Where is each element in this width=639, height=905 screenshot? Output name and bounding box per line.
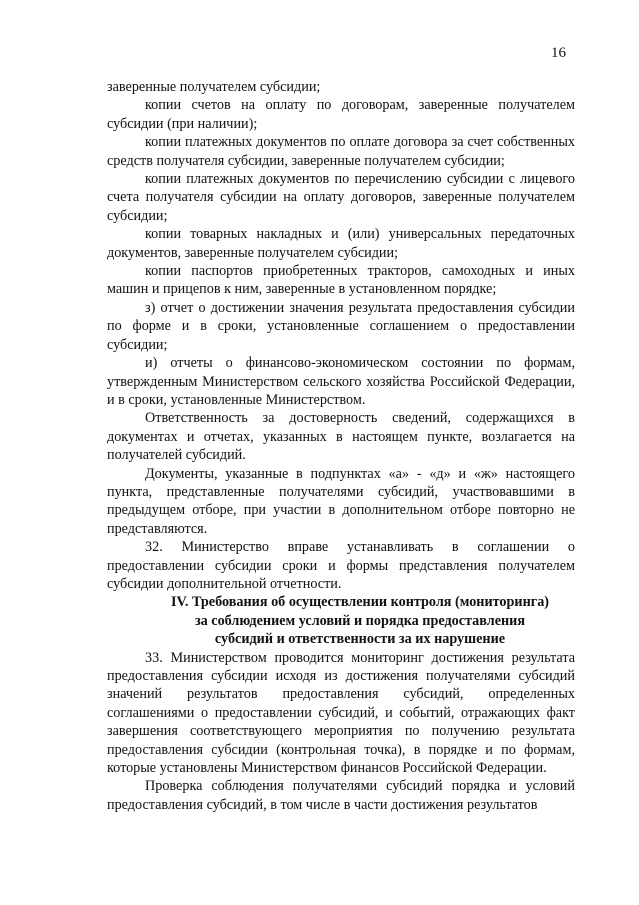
paragraph: копии товарных накладных и (или) универсальных передаточных документов, заверенные получателем субсидии; [107,226,575,261]
section-heading-line: субсидий и ответственности за их нарушение [214,631,506,648]
section-heading [107,593,575,648]
paragraph: Ответственность за достоверность сведений, содержащихся в документах и отчетах, указанных в настоящем пункте, возлагается на получателей субсидий. [107,410,575,464]
section-heading-line: за соблюдением условий и порядка предоставления [194,612,526,629]
document-body [107,78,575,814]
paragraph: з) отчет о достижении значения результата предоставления субсидии по форме и в сроки, установленные соглашением о предоставлении субсидии; [107,299,575,353]
paragraph: 32. Министерство вправе устанавливать в соглашении о предоставлении субсидии сроки и формы представления получателем субсидии дополнительной отчетности. [107,539,575,592]
paragraph: 33. Министерством проводится мониторинг достижения результата предоставления субсидии исходя из достижения получателями субсидий значений результатов предоставления субсидий, определенных соглашениями о предоставлении субсидий, и событий, отражающих факт завершения соответствующего мероприятия по получению результата предоставления субсидии (контрольная точка), в порядке и по формам, которые установлены Министерством финансов Российской Федерации. [107,649,575,777]
paragraph: Документы, указанные в подпунктах «а» - «д» и «ж» настоящего пункта, представленные получателями субсидий, участвовавшими в предыдущем отборе, при участии в дополнительном отборе повторно не представляются. [107,465,575,537]
paragraph: копии счетов на оплату по договорам, заверенные получателем субсидии (при наличии); [107,97,575,132]
paragraph: копии платежных документов по перечислению субсидии с лицевого счета получателя субсидии на оплату договоров, заверенные получателем субсидии; [107,171,575,224]
paragraph: Проверка соблюдения получателями субсидий порядка и условий предоставления субсидий, в том числе в части достижения результатов [107,778,575,813]
paragraph: копии платежных документов по оплате договора за счет собственных средств получателя субсидии, заверенные получателем субсидии; [107,134,575,169]
paragraph: заверенные получателем субсидии; [107,79,321,95]
paragraph: копии паспортов приобретенных тракторов, самоходных и иных машин и прицепов к ним, заверенные в установленном порядке; [107,263,575,298]
page-number: 16 [551,45,566,61]
section-heading-line: IV. Требования об осуществлении контроля (мониторинга) [170,594,550,611]
paragraph: и) отчеты о финансово-экономическом состоянии по формам, утвержденным Министерством сельского хозяйства Российской Федерации, и в сроки, установленные Министерством. [107,355,575,408]
